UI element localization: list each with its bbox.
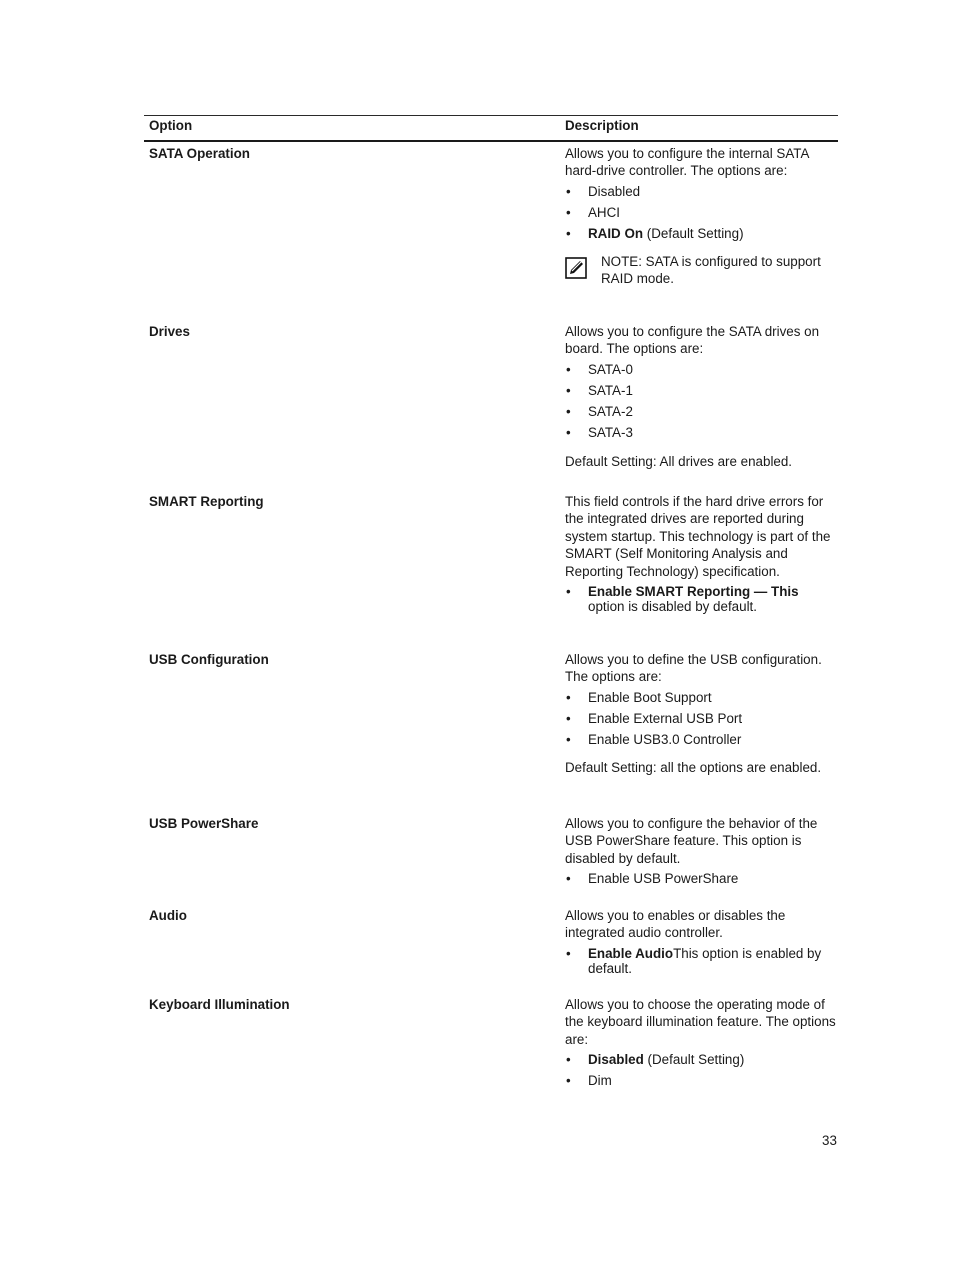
default-setting-text: Default Setting: all the options are enabled.	[565, 759, 822, 775]
note-text: SATA is configured to support RAID mode.	[601, 253, 821, 287]
option-name: Audio	[149, 908, 187, 923]
list-item: • Dim	[565, 1073, 837, 1088]
list-item: • SATA-2	[565, 404, 837, 419]
option-description	[565, 907, 837, 982]
option-description	[565, 815, 837, 892]
note-box	[565, 253, 837, 288]
list-item: • SATA-1	[565, 383, 837, 398]
option-name: USB Configuration	[149, 652, 269, 667]
description-text: Allows you to configure the internal SATA hard-drive controller. The options are:	[565, 146, 809, 179]
list-item: • Enable USB PowerShare	[565, 871, 837, 886]
options-list	[565, 946, 837, 976]
list-item: • SATA-0	[565, 362, 837, 377]
options-list	[565, 584, 837, 614]
description-text: Allows you to choose the operating mode of the keyboard illumination feature. The options are:	[565, 997, 836, 1047]
table-header-rule	[144, 140, 838, 142]
list-item: • Disabled	[565, 184, 837, 199]
option-name: Keyboard Illumination	[149, 997, 290, 1012]
description-text: Allows you to configure the behavior of the USB PowerShare feature. This option is disabled by default.	[565, 816, 818, 866]
description-text: Allows you to enables or disables the integrated audio controller.	[565, 908, 786, 941]
list-item: • RAID On (Default Setting)	[565, 226, 837, 241]
options-list	[565, 184, 837, 241]
options-list	[565, 1052, 837, 1088]
column-header-option: Option	[149, 118, 193, 133]
list-item: • AHCI	[565, 205, 837, 220]
option-description	[565, 145, 837, 288]
option-description	[565, 323, 837, 470]
options-list	[565, 690, 837, 747]
list-item: • Enable External USB Port	[565, 711, 837, 726]
options-list	[565, 871, 837, 886]
list-item: • SATA-3	[565, 425, 837, 440]
description-text: This field controls if the hard drive errors for the integrated drives are reported during system startup. This technology is part of the SMART (Self Monitoring Analysis and Reporting Technology) specification.	[565, 494, 831, 579]
option-description	[565, 493, 837, 620]
note-label: NOTE:	[601, 253, 642, 269]
list-item: • Enable Boot Support	[565, 690, 837, 705]
option-name: SMART Reporting	[149, 494, 264, 509]
table-top-rule	[144, 115, 838, 116]
option-name: USB PowerShare	[149, 816, 259, 831]
description-text: Allows you to define the USB configuration. The options are:	[565, 652, 822, 685]
page-number: 33	[822, 1133, 837, 1148]
column-header-description: Description	[565, 118, 639, 133]
option-name: Drives	[149, 324, 190, 339]
options-list	[565, 362, 837, 440]
list-item: • Disabled (Default Setting)	[565, 1052, 837, 1067]
note-pencil-icon	[565, 257, 587, 279]
description-text: Allows you to configure the SATA drives on board. The options are:	[565, 324, 820, 357]
list-item: • Enable AudioThis option is enabled by default.	[565, 946, 837, 976]
list-item: • Enable USB3.0 Controller	[565, 732, 837, 747]
option-name: SATA Operation	[149, 146, 250, 161]
default-setting-text: Default Setting: All drives are enabled.	[565, 453, 793, 469]
option-description	[565, 996, 837, 1094]
option-description	[565, 651, 837, 776]
list-item: • Enable SMART Reporting — This option is disabled by default.	[565, 584, 837, 614]
